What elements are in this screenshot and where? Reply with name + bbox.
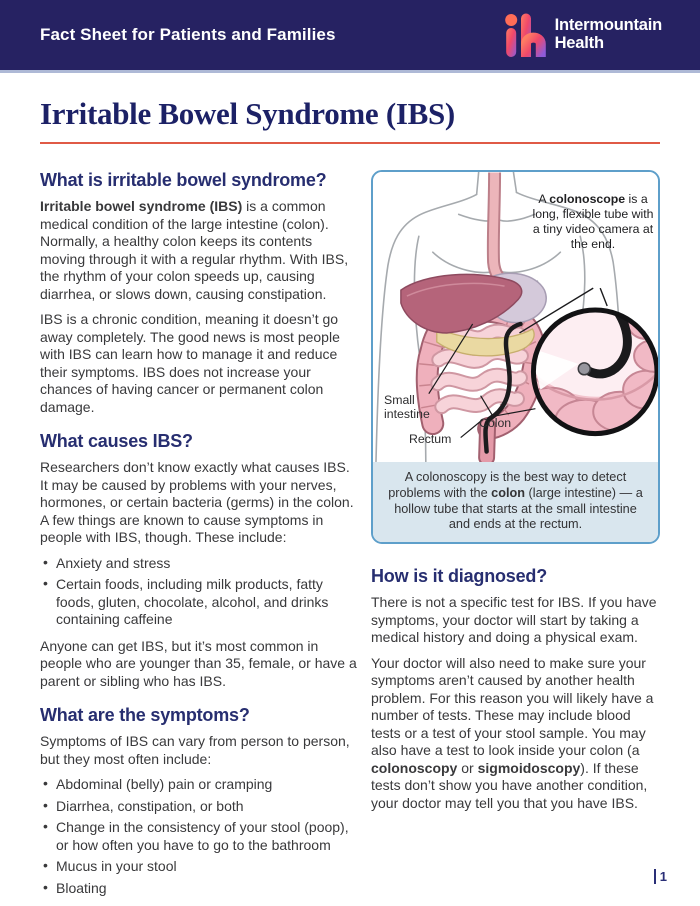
- intermountain-logo: [505, 12, 662, 58]
- page-number: [654, 869, 667, 884]
- header-banner: [0, 0, 700, 73]
- label-rectum: Rectum: [409, 432, 452, 446]
- page-title: Irritable Bowel Syndrome (IBS): [40, 96, 455, 131]
- paragraph-diagnosed-1: There is not a specific test for IBS. If you have symptoms, your doctor will start by taking a medical history and doing a physical exam.: [371, 594, 657, 646]
- section-heading-symptoms: What are the symptoms?: [40, 705, 250, 725]
- list-item: • Certain foods, including milk products, fatty foods, gluten, chocolate, alcohol, and drinks containing caffeine: [40, 576, 358, 629]
- title-divider: [40, 142, 660, 144]
- document-body: [0, 96, 700, 906]
- section-heading-causes: What causes IBS?: [40, 431, 193, 451]
- list-item: • Abdominal (belly) pain or cramping: [40, 776, 358, 794]
- symptoms-bullet-list: [40, 776, 358, 897]
- list-item: • Mucus in your stool: [40, 858, 358, 876]
- left-column: [40, 170, 358, 906]
- paragraph-diagnosed-2: Your doctor will also need to make sure your symptoms aren’t caused by another health problem. For this reason you will likely have a number of tests. These may include blood tests or a test of your stool sample. You may also have a test to look inside your colon (a colonoscopy or sigmoidoscopy). If these tests don’t show you have another condition, your doctor may tell you that you have IBS.: [371, 654, 654, 811]
- list-item: • Bloating: [40, 880, 358, 898]
- logo-name-line2: Health: [554, 34, 604, 52]
- section-heading-what-is: What is irritable bowel syndrome?: [40, 170, 327, 190]
- logo-wordmark: [555, 17, 662, 53]
- colon-anatomy-illustration: [373, 172, 658, 462]
- colonoscope-callout: A colonoscope is a long, flexible tube with a tiny video camera at the end.: [532, 192, 654, 251]
- banner-title: Fact Sheet for Patients and Families: [40, 25, 336, 44]
- paragraph-causes-2: Anyone can get IBS, but it’s most common in people who are younger than 35, female, or have a parent or sibling who has IBS.: [40, 637, 357, 689]
- paragraph-causes-1: Researchers don’t know exactly what causes IBS. It may be caused by problems with your nerves, hormones, or certain bacteria (germs) in the colon. A few things are known to cause symptoms in people with IBS, though. These include:: [40, 459, 354, 545]
- logo-name-line1: Intermountain: [554, 16, 662, 35]
- page-number-divider: [654, 869, 656, 884]
- page-number-value: 1: [659, 869, 667, 884]
- label-colon: Colon: [479, 416, 512, 430]
- paragraph-symptoms-1: Symptoms of IBS can vary from person to person, but they most often include:: [40, 733, 350, 767]
- colonoscopy-figure: [371, 170, 660, 544]
- causes-bullet-list: [40, 555, 358, 629]
- intermountain-logo-icon: [505, 12, 547, 58]
- paragraph-what-is-2: IBS is a chronic condition, meaning it doesn’t go away completely. The good news is most people with IBS can learn how to manage it and reduce their symptoms. IBS does not increase your chances of having cancer or permanent colon damage.: [40, 311, 340, 415]
- list-item: • Anxiety and stress: [40, 555, 358, 573]
- list-item: • Diarrhea, constipation, or both: [40, 798, 358, 816]
- right-column: [371, 170, 660, 906]
- figure-caption: A colonoscopy is the best way to detect problems with the colon (large intestine) — a hollow tube that starts at the small intestine and ends at the rectum.: [373, 462, 658, 542]
- section-heading-diagnosed: How is it diagnosed?: [371, 566, 548, 587]
- two-column-layout: [40, 170, 660, 906]
- label-small-intestine: Small intestine: [384, 393, 430, 421]
- paragraph-what-is-1: Irritable bowel syndrome (IBS) is a common medical condition of the large intestine (colon). Normally, a healthy colon keeps its contents moving through it with a regular rhythm. With IBS, the rhythm of your colon speeds up, causing diarrhea, or slows down, causing constipation.: [40, 198, 349, 302]
- list-item: • Change in the consistency of your stool (poop), or how often you have to go to the bathroom: [40, 819, 358, 854]
